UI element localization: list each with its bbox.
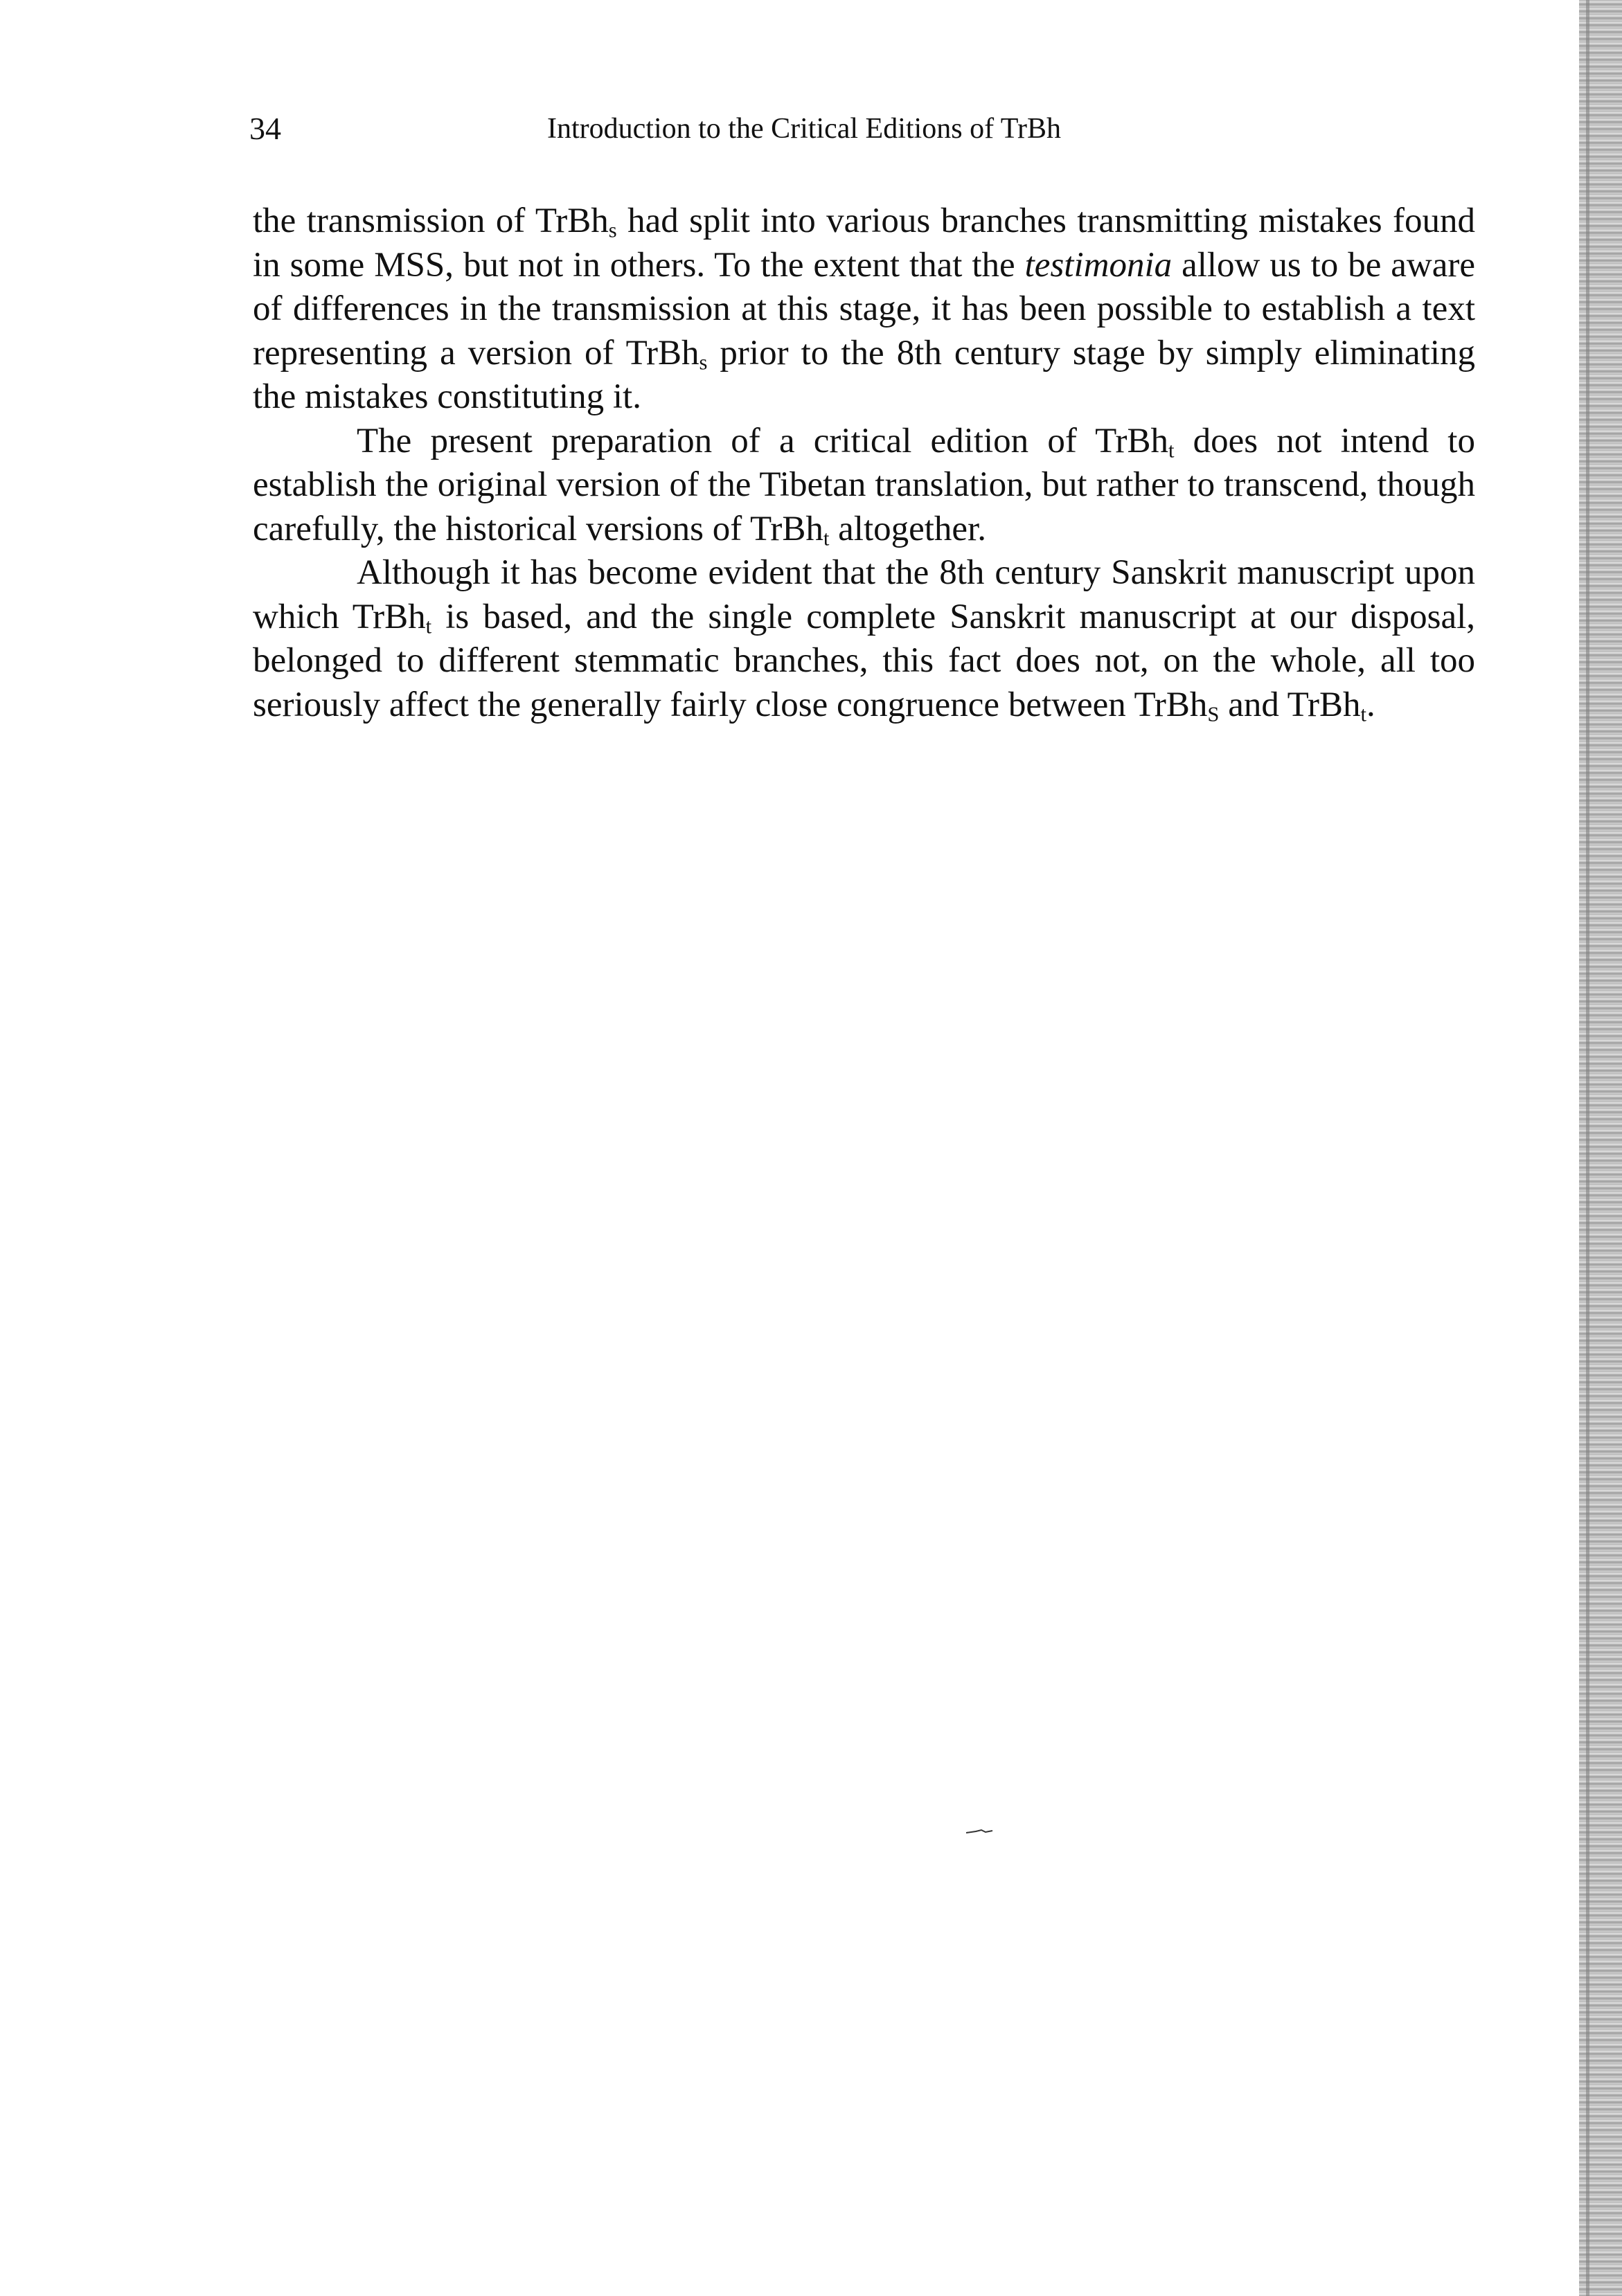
text-run: prior to the 8th century stage by simply eliminating the mistakes constituting it. <box>253 333 1475 416</box>
text-run: the transmission of TrBh <box>253 201 609 240</box>
text-run: and TrBh <box>1219 685 1361 724</box>
text-run: The present preparation of a critical edition of TrBh <box>357 421 1168 460</box>
text-run: does not intend to establish the original version of the Tibetan translation, but rather to transcend, though carefully, the historical versions of TrBh <box>253 421 1475 548</box>
scanned-page-edge <box>1579 0 1622 2296</box>
subscript: t <box>425 614 432 638</box>
page-number: 34 <box>249 111 281 146</box>
italic-term: testimonia <box>1024 245 1173 285</box>
subscript: t <box>823 526 830 550</box>
subscript: S <box>1207 702 1220 726</box>
text-run: altogether. <box>829 509 986 548</box>
subscript: s <box>699 350 708 375</box>
paragraph <box>253 199 1475 420</box>
text-run: had split into various branches transmitting mistakes found in some MSS, but not in others. To the extent that the <box>253 201 1475 285</box>
paragraph <box>253 420 1475 552</box>
text-run: Although it has become evident that the 8th century Sanskrit manuscript upon which TrBh <box>253 553 1475 636</box>
text-run: . <box>1366 685 1375 724</box>
text-run: allow us to be aware of differences in the transmission at this stage, it has been possible to establish a text representing a version of TrBh <box>253 245 1475 373</box>
text-run: is based, and the single complete Sanskrit manuscript at our disposal, belonged to different stemmatic branches, this fact does not, on the whole, all too seriously affect the generally fairly close congruence between TrBh <box>253 597 1476 724</box>
paragraph <box>253 551 1475 727</box>
subscript: t <box>1360 702 1367 726</box>
subscript: s <box>608 218 617 242</box>
running-title: Introduction to the Critical Editions of TrBh <box>547 113 1061 145</box>
scan-blemish <box>966 1828 994 1835</box>
subscript: t <box>1168 438 1175 463</box>
body-text <box>253 199 1475 727</box>
